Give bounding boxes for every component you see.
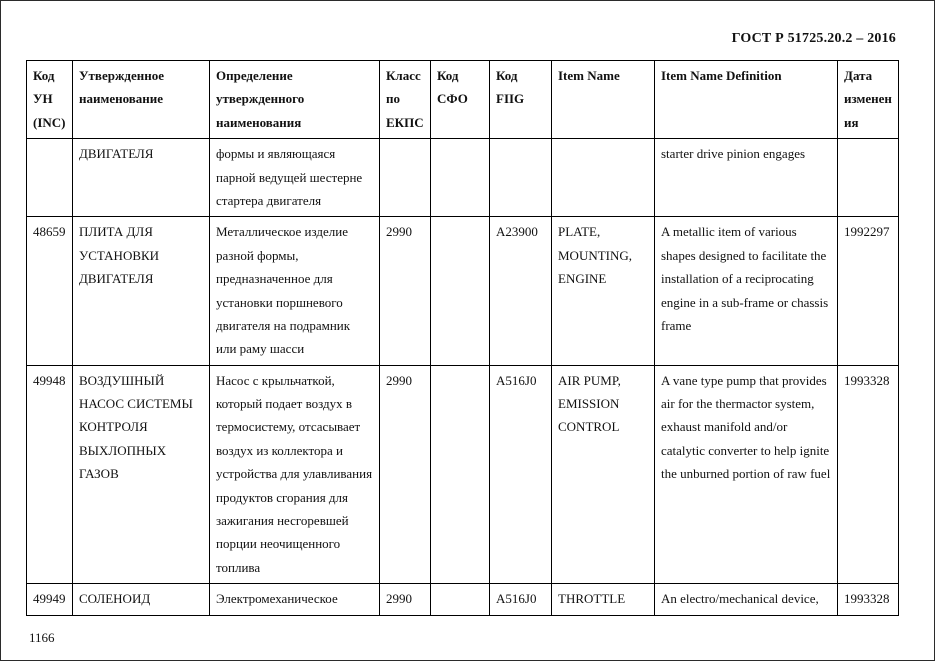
cell-item-name-definition: starter drive pinion engages xyxy=(655,139,838,217)
cell-inc-code: 48659 xyxy=(27,217,73,365)
column-header-item-name: Item Name xyxy=(552,61,655,139)
table-row xyxy=(27,139,899,217)
cell-sfo-code xyxy=(431,365,490,584)
column-header-change-date: Дата изменения xyxy=(838,61,899,139)
cell-approved-name: ВОЗДУШНЫЙ НАСОС СИСТЕМЫ КОНТРОЛЯ ВЫХЛОПНЫХ ГАЗОВ xyxy=(73,365,210,584)
cell-item-name: AIR PUMP, EMISSION CONTROL xyxy=(552,365,655,584)
cell-change-date: 1993328 xyxy=(838,365,899,584)
cell-sfo-code xyxy=(431,139,490,217)
cell-inc-code xyxy=(27,139,73,217)
column-header-sfo-code: Код СФО xyxy=(431,61,490,139)
column-header-fiig-code: Код FIIG xyxy=(490,61,552,139)
cell-ekps-class xyxy=(380,139,431,217)
cell-change-date: 1993328 xyxy=(838,584,899,615)
cell-definition: Электромеханическое xyxy=(210,584,380,615)
column-header-ekps-class: Класс по ЕКПС xyxy=(380,61,431,139)
cell-ekps-class: 2990 xyxy=(380,217,431,365)
column-header-approved-name: Утвержденное наименование xyxy=(73,61,210,139)
column-header-item-name-definition: Item Name Definition xyxy=(655,61,838,139)
cell-fiig-code: A516J0 xyxy=(490,584,552,615)
cell-definition: формы и являющаяся парной ведущей шестерне стартера двигателя xyxy=(210,139,380,217)
cell-inc-code: 49948 xyxy=(27,365,73,584)
cell-item-name-definition: A vane type pump that provides air for the thermactor system, exhaust manifold and/or catalytic converter to help ignite the unburned portion of raw fuel xyxy=(655,365,838,584)
cell-fiig-code: A23900 xyxy=(490,217,552,365)
table-header-row xyxy=(27,61,899,139)
cell-item-name xyxy=(552,139,655,217)
cell-inc-code: 49949 xyxy=(27,584,73,615)
cell-fiig-code: A516J0 xyxy=(490,365,552,584)
item-name-table xyxy=(26,60,899,616)
cell-ekps-class: 2990 xyxy=(380,365,431,584)
cell-item-name-definition: An electro/mechanical device, xyxy=(655,584,838,615)
column-header-inc-code: Код УН (INC) xyxy=(27,61,73,139)
cell-approved-name: СОЛЕНОИД xyxy=(73,584,210,615)
cell-ekps-class: 2990 xyxy=(380,584,431,615)
cell-definition: Металлическое изделие разной формы, предназначенное для установки поршневого двигателя на подрамник или раму шасси xyxy=(210,217,380,365)
document-standard-title: ГОСТ Р 51725.20.2 – 2016 xyxy=(731,31,896,46)
cell-change-date xyxy=(838,139,899,217)
cell-item-name: PLATE, MOUNTING, ENGINE xyxy=(552,217,655,365)
cell-item-name-definition: A metallic item of various shapes designed to facilitate the installation of a reciprocating engine in a sub-frame or chassis frame xyxy=(655,217,838,365)
cell-fiig-code xyxy=(490,139,552,217)
cell-approved-name: ДВИГАТЕЛЯ xyxy=(73,139,210,217)
table-row xyxy=(27,365,899,584)
cell-sfo-code xyxy=(431,584,490,615)
page-number: 1166 xyxy=(29,629,55,645)
cell-item-name: THROTTLE xyxy=(552,584,655,615)
table-row xyxy=(27,217,899,365)
cell-definition: Насос с крыльчаткой, который подает воздух в термосистему, отсасывает воздух из коллектора и устройства для улавливания продуктов сгорания для зажигания несгоревшей порции неочищенного топлива xyxy=(210,365,380,584)
cell-change-date: 1992297 xyxy=(838,217,899,365)
column-header-definition: Определение утвержденного наименования xyxy=(210,61,380,139)
cell-approved-name: ПЛИТА ДЛЯ УСТАНОВКИ ДВИГАТЕЛЯ xyxy=(73,217,210,365)
cell-sfo-code xyxy=(431,217,490,365)
table-row xyxy=(27,584,899,615)
